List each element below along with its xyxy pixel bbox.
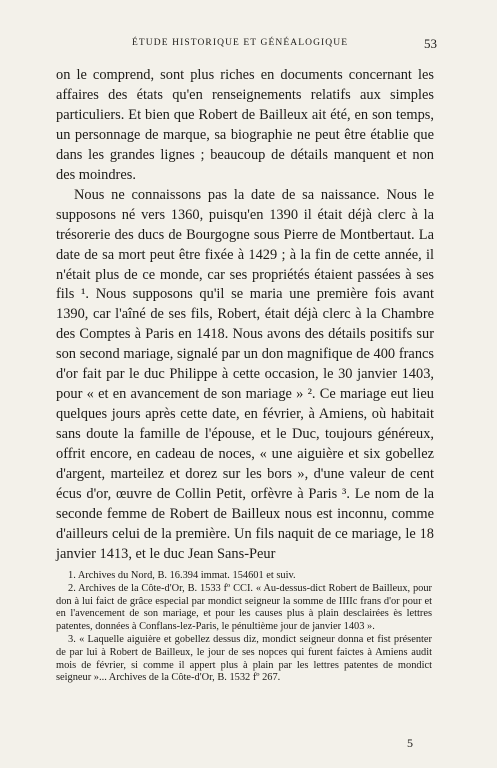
paragraph: on le comprend, sont plus riches en documents concernant les affaires des états qu'en renseignements relatifs aux simples particuliers. Et bien que Robert de Bailleux ait été, en son temps, un personnage de marque, sa biographie ne peut être établie que dans les grandes lignes ; beaucoup de détails manquent et non des moindres.	[56, 67, 434, 183]
folio-number: 5	[407, 736, 413, 750]
running-head: ÉTUDE HISTORIQUE ET GÉNÉALOGIQUE	[132, 38, 349, 48]
footnote: 3. « Laquelle aiguière et gobellez dessus diz, mondict seigneur donna et fist présenter de par lui à Robert de Bailleux, le jour de ses nopces qui furent faictes à Amiens audit mois de février, si comme il appert plus à plain par les lettres patentes de mondict seigneur »... Archives de la Côte-d'Or, B. 1532 fº 267.	[56, 633, 432, 684]
body-text	[56, 66, 434, 565]
footnote: 1. Archives du Nord, B. 16.394 immat. 154601 et suiv.	[68, 570, 296, 581]
footnote: 2. Archives de la Côte-d'Or, B. 1533 fº CCI. « Au-dessus-dict Robert de Bailleux, pour don à lui faict de grâce especial par mondict seigneur la somme de IIIIc frans d'or pour et en l'avencement de son mariage, et pour les causes plus à plain desclairées ès lettres patentes, données à Conflans-lez-Paris, le pénultième jour de janvier 1403 ».	[56, 582, 432, 633]
page-header	[70, 38, 437, 52]
page-number: 53	[424, 36, 437, 51]
footnotes	[56, 570, 432, 685]
paragraph: Nous ne connaissons pas la date de sa naissance. Nous le supposons né vers 1360, puisqu'en 1390 il était déjà clerc à la trésorerie des ducs de Bourgogne sous Pierre de Montbertaut. La date de sa mort peut être fixée à 1429 ; à la fin de cette année, il n'était plus de ce monde, car ses propriétés étaient passées à ses fils ¹. Nous supposons qu'il se maria une première fois avant 1390, car l'aîné de ses fils, Robert, était déjà clerc à la Chambre des Comptes à Paris en 1418. Nous avons des détails positifs sur son second mariage, signalé par un don magnifique de 400 francs d'or fait par le duc Philippe à cette occasion, le 30 janvier 1403, pour « et en avancement de son mariage » ². Ce mariage eut lieu quelques jours après cette date, en février, à Amiens, où habitait sans doute la famille de l'épouse, et le Duc, toujours généreux, offrit encore, en cadeau de noces, « une aiguière et six gobellez d'argent, marteilez et dorez sur les bors », d'une valeur de cent écus d'or, œuvre de Collin Petit, orfèvre à Paris ³. Le nom de la seconde femme de Robert de Bailleux nous est inconnu, comme d'ailleurs celui de la première. Un fils naquit de ce mariage, le 18 janvier 1413, et le duc Jean Sans-Peur	[56, 186, 434, 562]
